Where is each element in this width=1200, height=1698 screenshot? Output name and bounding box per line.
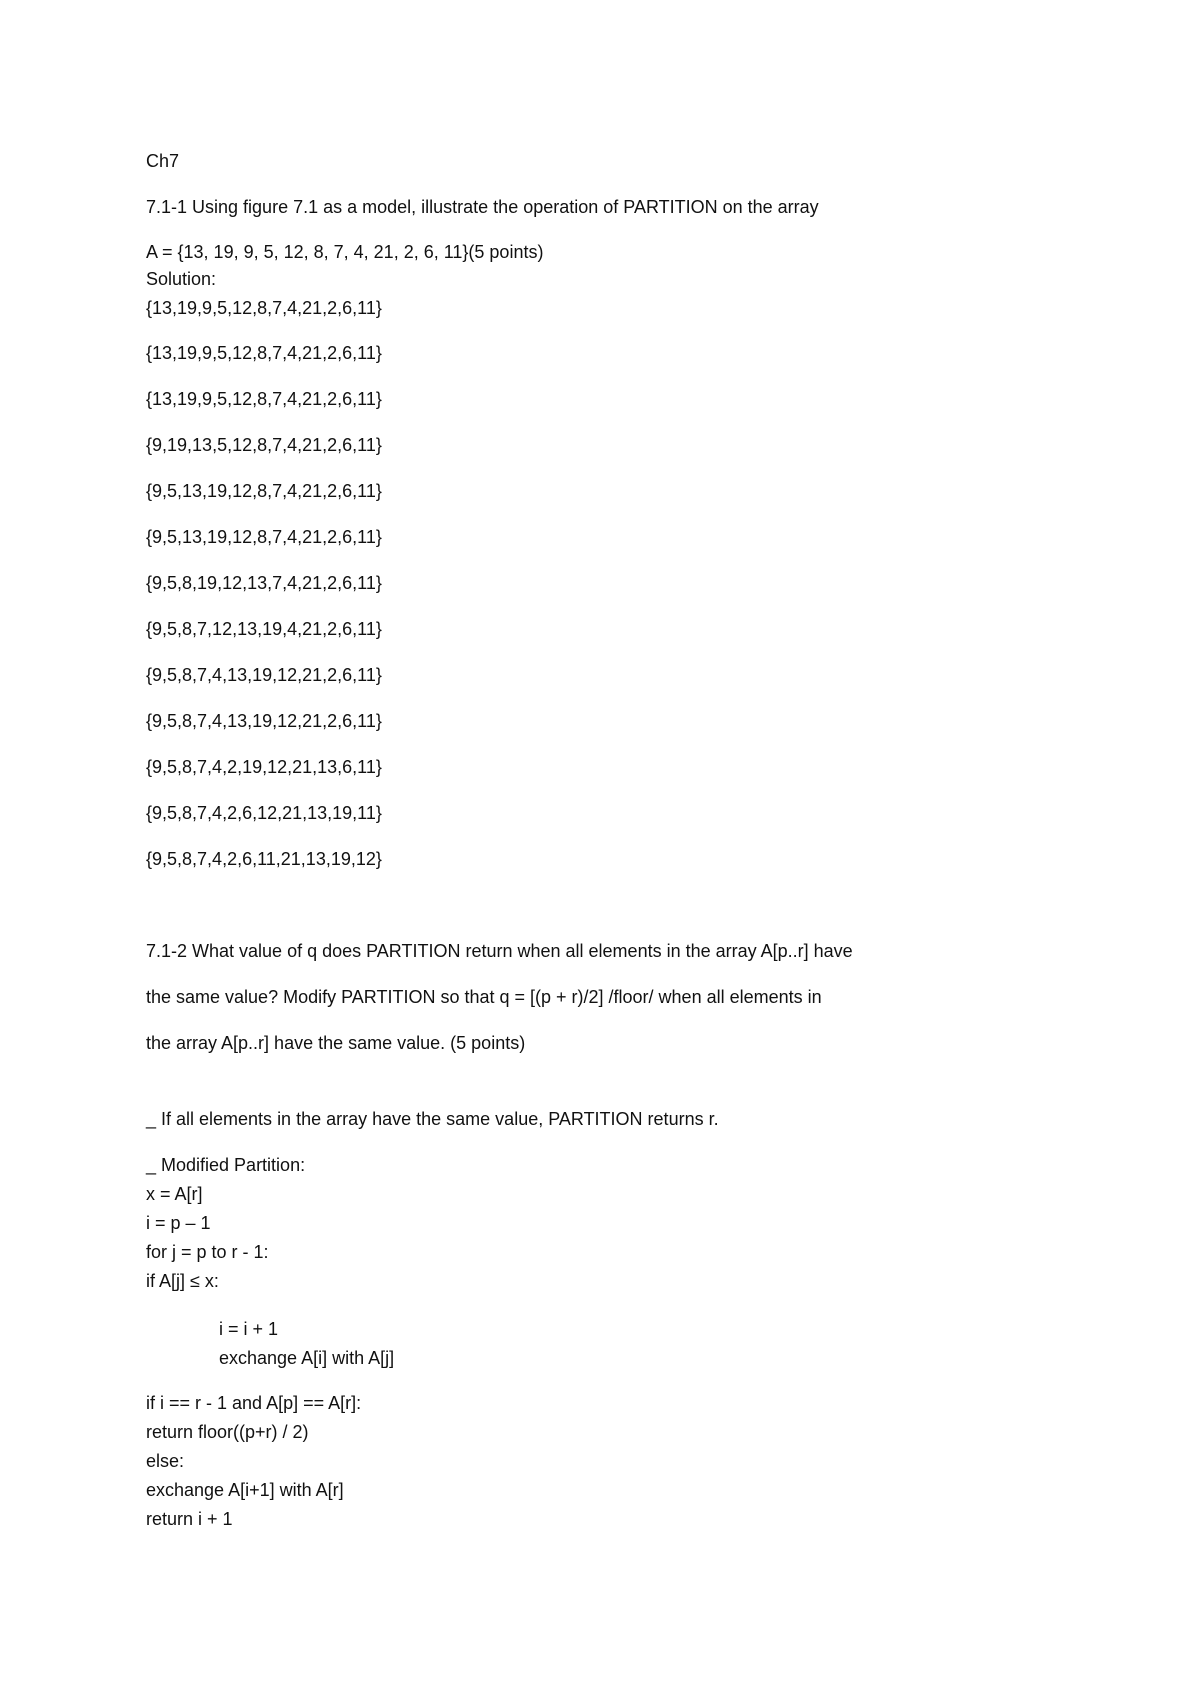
question-1-array: A = {13, 19, 9, 5, 12, 8, 7, 4, 21, 2, 6, 11}(5 points) <box>146 242 544 262</box>
partition-step: {13,19,9,5,12,8,7,4,21,2,6,11} <box>146 298 382 318</box>
code-line: if A[j] ≤ x: <box>146 1271 219 1291</box>
question-2-prompt-line: the array A[p..r] have the same value. (5 points) <box>146 1033 526 1053</box>
question-2-prompt-line: 7.1-2 What value of q does PARTITION return when all elements in the array A[p..r] have <box>146 941 853 961</box>
partition-step: {9,5,8,7,4,2,6,11,21,13,19,12} <box>146 849 382 869</box>
partition-step: {9,5,8,7,4,13,19,12,21,2,6,11} <box>146 711 382 731</box>
modified-partition-label: _ Modified Partition: <box>146 1155 306 1175</box>
partition-step: {13,19,9,5,12,8,7,4,21,2,6,11} <box>146 343 382 363</box>
solution-label: Solution: <box>146 269 217 289</box>
code-line-indented: exchange A[i] with A[j] <box>219 1348 395 1368</box>
partition-step: {9,5,13,19,12,8,7,4,21,2,6,11} <box>146 527 382 547</box>
code-line: return floor((p+r) / 2) <box>146 1422 309 1442</box>
chapter-heading: Ch7 <box>146 151 180 171</box>
partition-step: {9,5,8,7,4,13,19,12,21,2,6,11} <box>146 665 382 685</box>
code-line: return i + 1 <box>146 1509 233 1529</box>
partition-step: {9,5,8,19,12,13,7,4,21,2,6,11} <box>146 573 382 593</box>
partition-step: {9,5,13,19,12,8,7,4,21,2,6,11} <box>146 481 382 501</box>
partition-step: {13,19,9,5,12,8,7,4,21,2,6,11} <box>146 389 382 409</box>
code-line: else: <box>146 1451 185 1471</box>
question-1-prompt: 7.1-1 Using figure 7.1 as a model, illustrate the operation of PARTITION on the array <box>146 197 819 217</box>
code-line: i = p – 1 <box>146 1213 211 1233</box>
partition-step: {9,5,8,7,4,2,19,12,21,13,6,11} <box>146 757 382 777</box>
partition-step: {9,5,8,7,4,2,6,12,21,13,19,11} <box>146 803 382 823</box>
code-line: x = A[r] <box>146 1184 203 1204</box>
partition-step: {9,5,8,7,12,13,19,4,21,2,6,11} <box>146 619 382 639</box>
code-line: for j = p to r - 1: <box>146 1242 269 1262</box>
code-line-indented: i = i + 1 <box>219 1319 279 1339</box>
question-2-prompt-line: the same value? Modify PARTITION so that q = [(p + r)/2] /floor/ when all elements in <box>146 987 822 1007</box>
partition-step: {9,19,13,5,12,8,7,4,21,2,6,11} <box>146 435 382 455</box>
question-2-answer: _ If all elements in the array have the same value, PARTITION returns r. <box>146 1109 719 1129</box>
code-line: exchange A[i+1] with A[r] <box>146 1480 344 1500</box>
code-line: if i == r - 1 and A[p] == A[r]: <box>146 1393 362 1413</box>
